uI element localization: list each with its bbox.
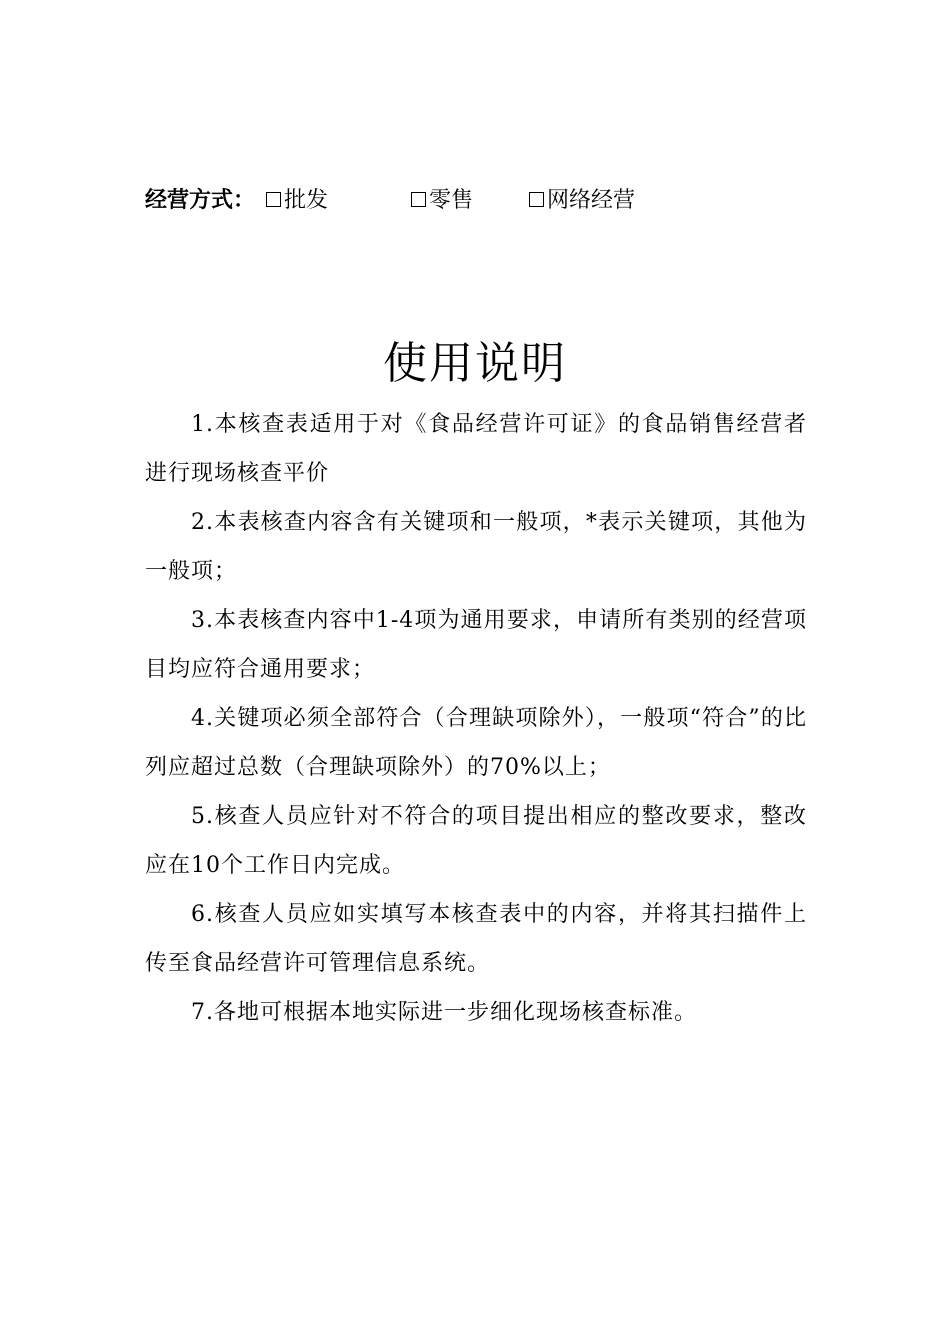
wholesale-checkbox[interactable] xyxy=(266,192,281,207)
instruction-item: 2.本表核查内容含有关键项和一般项，*表示关键项，其他为一般项； xyxy=(145,510,807,584)
option-wholesale-label: 批发 xyxy=(284,188,329,213)
option-wholesale[interactable] xyxy=(266,184,328,218)
instruction-item: 4.关键项必须全部符合（合理缺项除外），一般项“符合”的比列应超过总数（合理缺项除外）的70%以上； xyxy=(145,706,807,780)
business-method-label: 经营方式： xyxy=(145,188,256,213)
business-method-row xyxy=(145,184,636,218)
option-online[interactable] xyxy=(529,184,635,218)
online-checkbox[interactable] xyxy=(529,192,544,207)
instruction-item: 3.本表核查内容中1-4项为通用要求，申请所有类别的经营项目均应符合通用要求； xyxy=(145,608,807,682)
page-title: 使用说明 xyxy=(383,338,567,389)
retail-checkbox[interactable] xyxy=(411,192,426,207)
option-retail-label: 零售 xyxy=(429,188,474,213)
option-retail[interactable] xyxy=(411,184,473,218)
instruction-item: 5.核查人员应针对不符合的项目提出相应的整改要求，整改应在10个工作日内完成。 xyxy=(145,804,807,878)
instruction-item: 6.核查人员应如实填写本核查表中的内容，并将其扫描件上传至食品经营许可管理信息系统。 xyxy=(145,902,807,976)
instructions-list xyxy=(145,400,807,1037)
instruction-item: 1.本核查表适用于对《食品经营许可证》的食品销售经营者进行现场核查平价 xyxy=(145,412,807,486)
instruction-item: 7.各地可根据本地实际进一步细化现场核查标准。 xyxy=(191,1000,697,1025)
option-online-label: 网络经营 xyxy=(547,188,636,213)
